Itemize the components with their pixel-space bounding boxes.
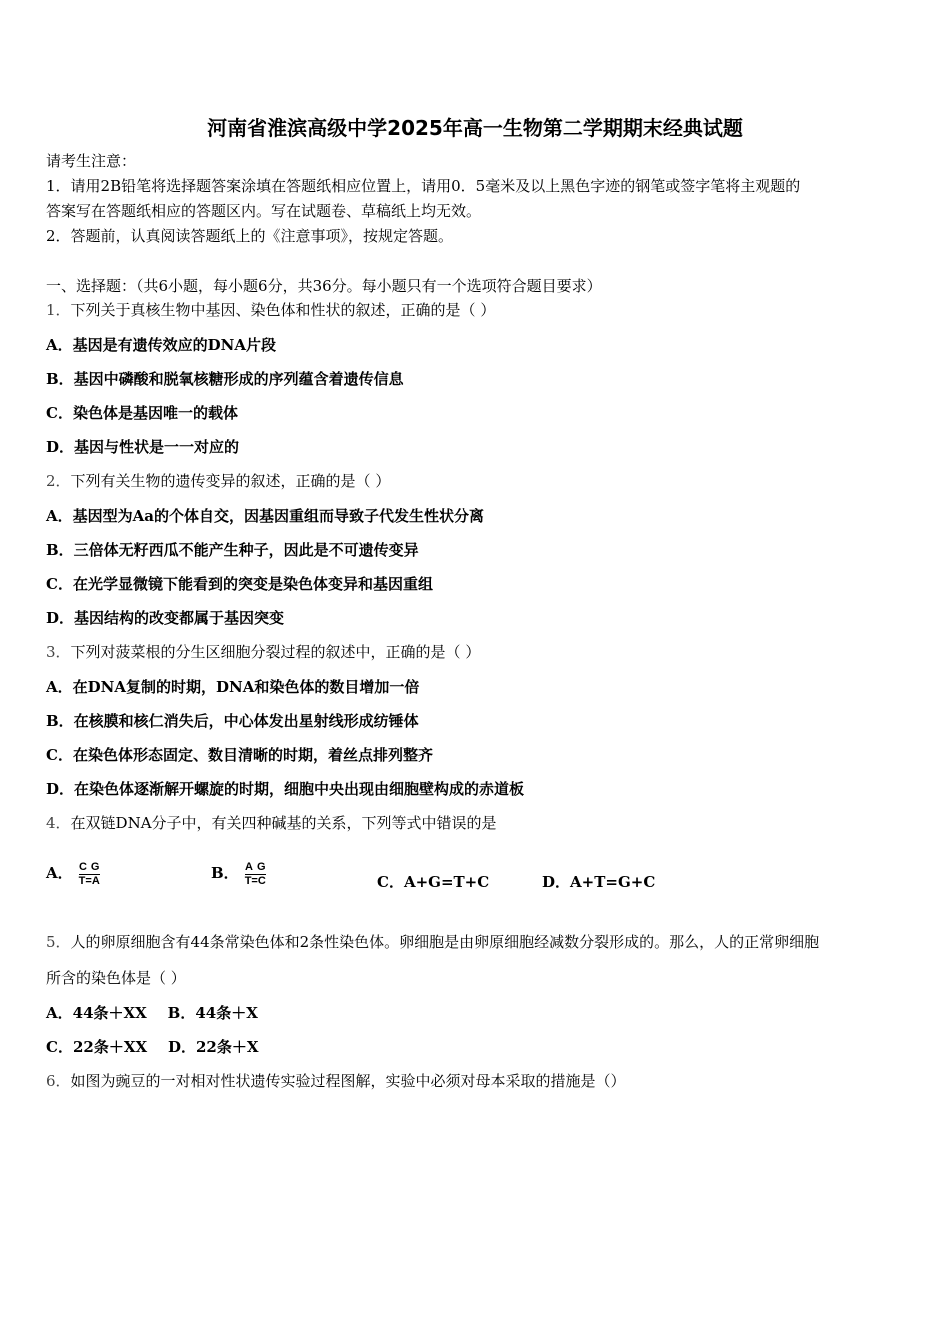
question-2-option-d: D．基因结构的改变都属于基因突变 xyxy=(46,609,285,627)
question-3-stem xyxy=(46,642,480,662)
numerator-2: G xyxy=(256,860,266,873)
denominator-1: T xyxy=(78,874,86,887)
denominator-1: T xyxy=(244,874,252,887)
option-label: B． xyxy=(211,864,239,882)
question-number: 6． xyxy=(46,1072,71,1090)
question-text: 如图为豌豆的一对相对性状遗传实验过程图解，实验中必须对母本采取的措施是（） xyxy=(70,1072,626,1090)
question-6-stem xyxy=(46,1071,626,1091)
denominator-2: A xyxy=(91,874,100,887)
denominator-2: C xyxy=(257,874,266,887)
question-2-option-c: C．在光学显微镜下能看到的突变是染色体变异和基因重组 xyxy=(46,575,433,593)
question-4-option-a xyxy=(46,858,100,888)
option-label: A． xyxy=(46,864,73,882)
question-5-stem-line-1 xyxy=(46,932,819,952)
notice-heading: 请考生注意： xyxy=(46,152,137,170)
question-2-option-b: B．三倍体无籽西瓜不能产生种子，因此是不可遗传变异 xyxy=(46,541,419,559)
question-number: 5． xyxy=(46,933,71,951)
numerator-1: A xyxy=(244,860,253,873)
notice-item-1-line-1: 1．请用2B铅笔将选择题答案涂填在答题纸相应位置上，请用0．5毫米及以上黑色字迹的钢笔或签字笔将主观题的 xyxy=(46,177,801,195)
numerator-2: G xyxy=(90,860,100,873)
fraction-formula xyxy=(245,862,266,887)
question-5-stem-line-2: 所含的染色体是（ ） xyxy=(46,969,186,987)
question-2-stem xyxy=(46,471,390,491)
question-5-options-cd: C．22条＋XX D．22条＋X xyxy=(46,1038,259,1056)
question-text: 人的卵原细胞含有44条常染色体和2条性染色体。卵细胞是由卵原细胞经减数分裂形成的。那么，人的正常卵细胞 xyxy=(70,933,820,951)
question-1-stem xyxy=(46,300,495,320)
equals-sign: = xyxy=(251,874,258,887)
numerator-1: C xyxy=(78,860,87,873)
question-3-option-d: D．在染色体逐渐解开螺旋的时期，细胞中央出现由细胞壁构成的赤道板 xyxy=(46,780,525,798)
page-title: 河南省淮滨高级中学2025年高一生物第二学期期末经典试题 xyxy=(207,116,743,140)
notice-item-1-line-2: 答案写在答题纸相应的答题区内。写在试题卷、草稿纸上均无效。 xyxy=(46,202,482,220)
question-4-stem xyxy=(46,813,497,833)
question-number: 2． xyxy=(46,472,71,490)
question-4-option-c: C．A+G=T+C xyxy=(377,873,490,891)
section-heading: 一、选择题：（共6小题，每小题6分，共36分。每小题只有一个选项符合题目要求） xyxy=(46,277,602,295)
question-text: 下列对菠菜根的分生区细胞分裂过程的叙述中，正确的是（ ） xyxy=(70,643,481,661)
fraction-formula xyxy=(79,862,100,887)
question-number: 4． xyxy=(46,814,71,832)
question-number: 1． xyxy=(46,301,71,319)
question-3-option-c: C．在染色体形态固定、数目清晰的时期，着丝点排列整齐 xyxy=(46,746,433,764)
question-5-options-ab: A．44条＋XX B．44条＋X xyxy=(46,1004,258,1022)
question-1-option-d: D．基因与性状是一一对应的 xyxy=(46,438,240,456)
question-4-option-d: D．A+T=G+C xyxy=(542,873,656,891)
question-text: 在双链DNA分子中，有关四种碱基的关系，下列等式中错误的是 xyxy=(70,814,497,832)
question-3-option-a: A．在DNA复制的时期，DNA和染色体的数目增加一倍 xyxy=(46,678,420,696)
question-1-option-a: A．基因是有遗传效应的DNA片段 xyxy=(46,336,276,354)
question-text: 下列关于真核生物中基因、染色体和性状的叙述，正确的是（ ） xyxy=(70,301,496,319)
question-1-option-b: B．基因中磷酸和脱氧核糖形成的序列蕴含着遗传信息 xyxy=(46,370,404,388)
question-4-option-b xyxy=(211,858,266,888)
question-number: 3． xyxy=(46,643,71,661)
notice-item-2: 2．答题前，认真阅读答题纸上的《注意事项》，按规定答题。 xyxy=(46,227,454,245)
question-text: 下列有关生物的遗传变异的叙述，正确的是（ ） xyxy=(70,472,391,490)
question-3-option-b: B．在核膜和核仁消失后，中心体发出星射线形成纺锤体 xyxy=(46,712,419,730)
equals-sign: = xyxy=(85,874,92,887)
question-1-option-c: C．染色体是基因唯一的载体 xyxy=(46,404,238,422)
question-2-option-a: A．基因型为Aa的个体自交，因基因重组而导致子代发生性状分离 xyxy=(46,507,484,525)
